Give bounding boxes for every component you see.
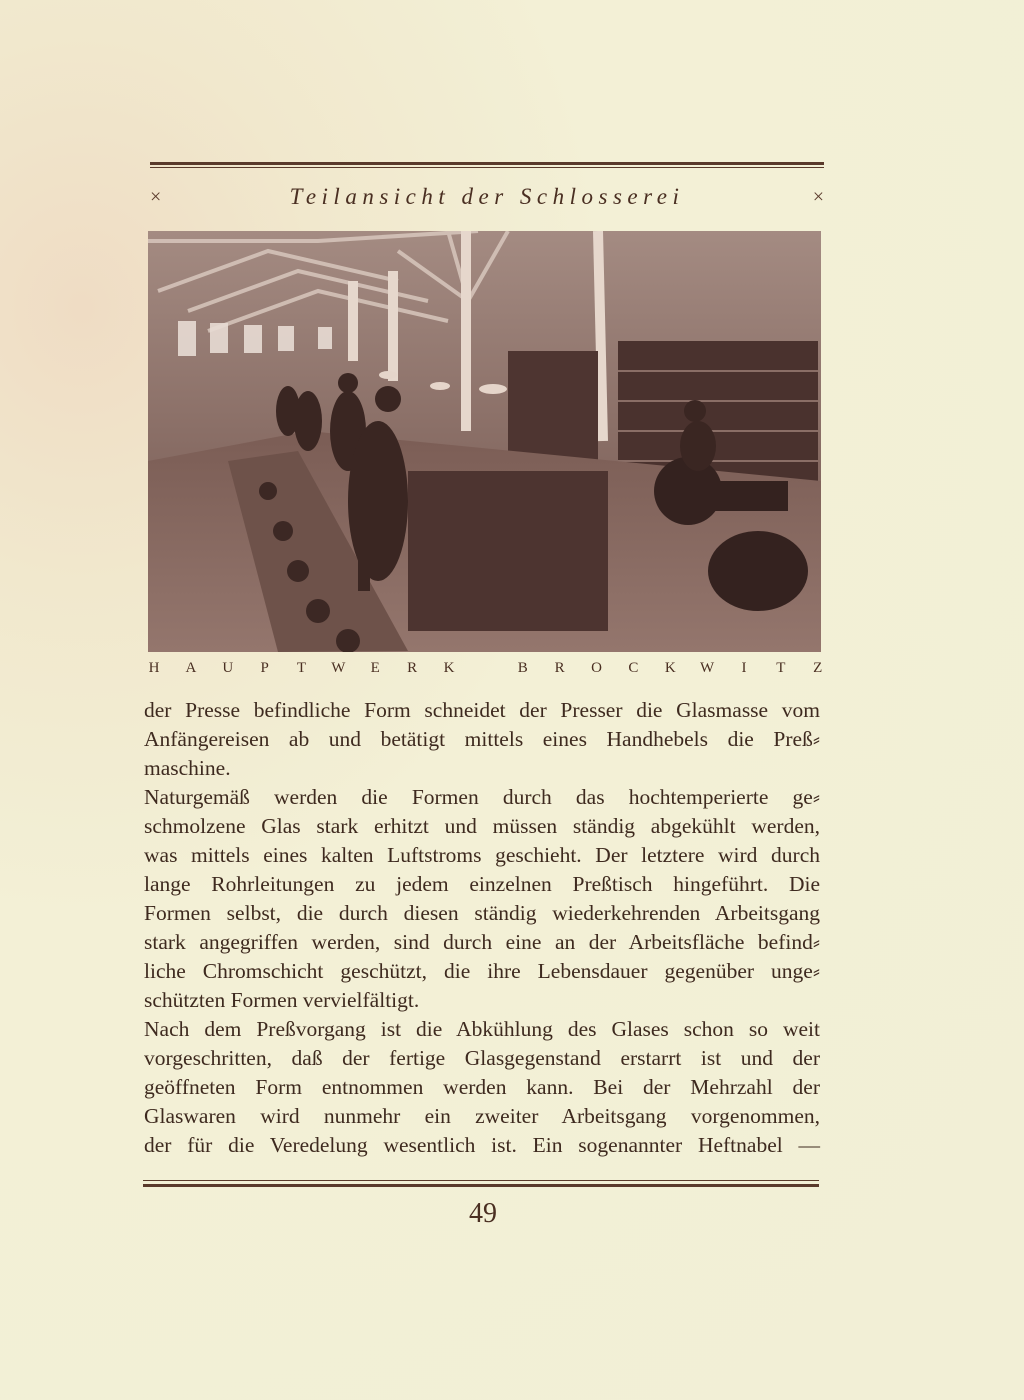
text-line: lange Rohrleitungen zu jedem einzelnen Preßtisch hingeführt. Die (144, 872, 820, 896)
label-letter: H (148, 660, 160, 676)
label-letter (478, 660, 494, 684)
label-letter: U (222, 660, 234, 676)
label-letter: P (260, 660, 269, 676)
label-letter: K (443, 660, 455, 676)
bottom-double-rule (143, 1180, 819, 1187)
label-letter: E (370, 660, 380, 676)
text-line: Glaswaren wird nunmehr ein zweiter Arbeitsgang vorgenommen, (144, 1104, 820, 1128)
label-letter: A (185, 660, 197, 676)
page-number: 49 (469, 1198, 497, 1229)
figure-caption-row (150, 184, 824, 216)
label-letter: T (296, 660, 307, 676)
label-letter: T (776, 660, 786, 676)
text-line: schützten Formen vervielfältigt. (144, 988, 420, 1012)
workshop-photograph (148, 231, 821, 652)
label-letter: R (554, 660, 565, 676)
photo-location-label (146, 660, 826, 684)
label-letter: W (700, 660, 715, 676)
label-letter: K (664, 660, 676, 676)
text-line: schmolzene Glas stark erhitzt und müssen ständig abgekühlt werden, (144, 814, 820, 838)
text-line: stark angegriffen werden, sind durch eine an der Arbeitsfläche befind⸗ (144, 930, 820, 954)
left-ornament-icon: × (150, 186, 162, 208)
text-line: was mittels eines kalten Luftstroms geschieht. Der letztere wird durch (144, 843, 820, 867)
text-line: Naturgemäß werden die Formen durch das hochtemperierte ge⸗ (144, 785, 820, 809)
right-ornament-icon: × (812, 186, 824, 208)
text-line: der Presse befindliche Form schneidet der Presser die Glasmasse vom (144, 698, 820, 722)
text-line: vorgeschritten, daß der fertige Glasgegenstand erstarrt ist und der (144, 1046, 820, 1070)
label-letter: Z (813, 660, 823, 676)
text-line: Nach dem Preßvorgang ist die Abkühlung des Glases schon so weit (144, 1017, 820, 1041)
text-line: geöffneten Form entnommen werden kann. Bei der Mehrzahl der (144, 1075, 820, 1099)
top-double-rule (150, 162, 824, 168)
label-letter: B (517, 660, 528, 676)
label-letter: I (741, 660, 747, 676)
label-letter: R (407, 660, 418, 676)
text-line: Formen selbst, die durch diesen ständig wiederkehrenden Arbeitsgang (144, 901, 820, 925)
text-line: Anfängereisen ab und betätigt mittels eines Handhebels die Preß⸗ (144, 727, 820, 751)
workshop-photo-illustration (148, 231, 821, 652)
label-letter: O (591, 660, 602, 676)
label-letter: C (628, 660, 639, 676)
body-text (144, 696, 820, 1160)
figure-title: Teilansicht der Schlosserei (289, 184, 685, 209)
text-line: der für die Veredelung wesentlich ist. Ein sogenannter Heftnabel — (144, 1133, 820, 1157)
text-line: liche Chromschicht geschützt, die ihre Lebensdauer gegenüber unge⸗ (144, 959, 820, 983)
label-letter: W (331, 660, 346, 676)
text-line: maschine. (144, 756, 231, 780)
